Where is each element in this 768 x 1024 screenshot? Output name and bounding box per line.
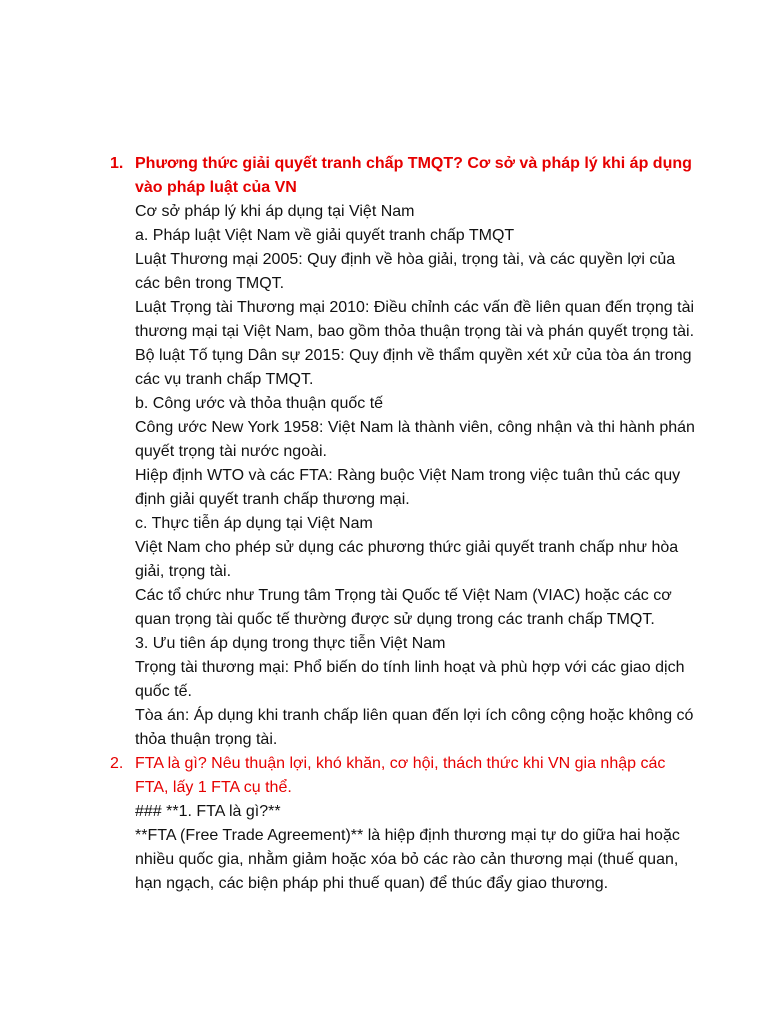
list-item-1 bbox=[0, 152, 768, 752]
list-item-2 bbox=[0, 752, 768, 896]
list-number: 2. bbox=[110, 755, 124, 772]
paragraph: Bộ luật Tố tụng Dân sự 2015: Quy định về thẩm quyền xét xử của tòa án trong các vụ tranh chấp TMQT. bbox=[135, 347, 692, 388]
list-number: 1. bbox=[110, 155, 124, 172]
question-heading: Phương thức giải quyết tranh chấp TMQT? Cơ sở và pháp lý khi áp dụng vào pháp luật của VN bbox=[135, 155, 692, 196]
paragraph: c. Thực tiễn áp dụng tại Việt Nam bbox=[135, 515, 373, 532]
paragraph: Luật Trọng tài Thương mại 2010: Điều chỉnh các vấn đề liên quan đến trọng tài thương mại tại Việt Nam, bao gồm thỏa thuận trọng tài và phán quyết trọng tài. bbox=[135, 299, 695, 340]
paragraph: a. Pháp luật Việt Nam về giải quyết tranh chấp TMQT bbox=[135, 227, 515, 244]
paragraph: 3. Ưu tiên áp dụng trong thực tiễn Việt Nam bbox=[135, 635, 446, 652]
paragraph: Trọng tài thương mại: Phổ biến do tính linh hoạt và phù hợp với các giao dịch quốc tế. bbox=[135, 659, 685, 700]
paragraph: **FTA (Free Trade Agreement)** là hiệp định thương mại tự do giữa hai hoặc nhiều quốc gia, nhằm giảm hoặc xóa bỏ các rào cản thương mại (thuế quan, hạn ngạch, các biện pháp phi thuế quan) để thúc đẩy giao thương. bbox=[135, 827, 680, 892]
paragraph: Công ước New York 1958: Việt Nam là thành viên, công nhận và thi hành phán quyết trọng tài nước ngoài. bbox=[135, 419, 695, 460]
paragraph: Tòa án: Áp dụng khi tranh chấp liên quan đến lợi ích công cộng hoặc không có thỏa thuận trọng tài. bbox=[135, 707, 694, 748]
paragraph: Hiệp định WTO và các FTA: Ràng buộc Việt Nam trong việc tuân thủ các quy định giải quyết tranh chấp thương mại. bbox=[135, 467, 681, 508]
paragraph: Cơ sở pháp lý khi áp dụng tại Việt Nam bbox=[135, 203, 415, 220]
paragraph: Các tổ chức như Trung tâm Trọng tài Quốc tế Việt Nam (VIAC) hoặc các cơ quan trọng tài quốc tế thường được sử dụng trong các tranh chấp TMQT. bbox=[135, 587, 672, 628]
paragraph: Việt Nam cho phép sử dụng các phương thức giải quyết tranh chấp như hòa giải, trọng tài. bbox=[135, 539, 679, 580]
paragraph: b. Công ước và thỏa thuận quốc tế bbox=[135, 395, 384, 412]
paragraph: ### **1. FTA là gì?** bbox=[135, 803, 281, 820]
question-heading: FTA là gì? Nêu thuận lợi, khó khăn, cơ hội, thách thức khi VN gia nhập các FTA, lấy 1 FTA cụ thể. bbox=[135, 755, 666, 796]
paragraph: Luật Thương mại 2005: Quy định về hòa giải, trọng tài, và các quyền lợi của các bên trong TMQT. bbox=[135, 251, 676, 292]
